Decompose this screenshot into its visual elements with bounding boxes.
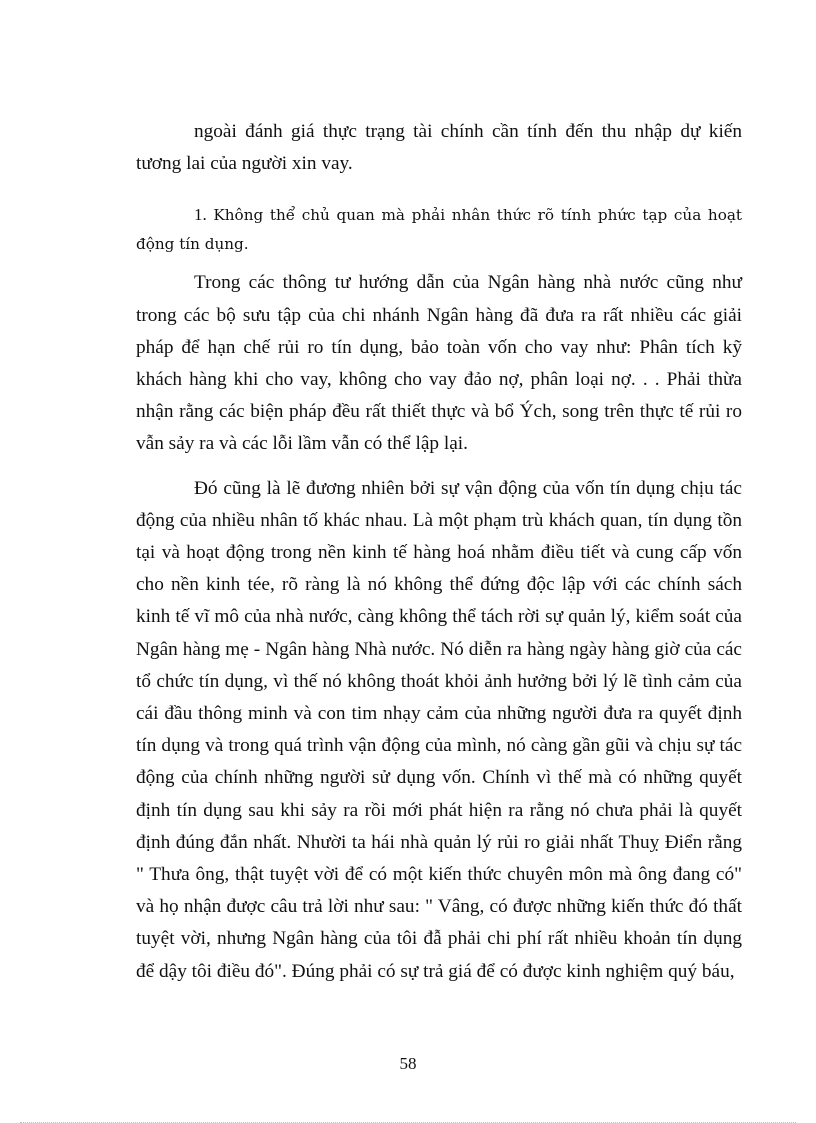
section-heading-number: 1. [194, 205, 207, 225]
page-body [136, 116, 742, 988]
paragraph-credit-nature: Đó cũng là lẽ đương nhiên bởi sự vận động của vốn tín dụng chịu tác động của nhiều nhân tố khác nhau. Là một phạm trù khách quan, tín dụng tồn tại và hoạt động trong nền kinh tế hàng hoá nhằm điều tiết và cung cấp vốn cho nền kinh tée, rõ ràng là nó không thể đứng độc lập với các chính sách kinh tế vĩ mô của nhà nước, càng không thể tách rời sự quản lý, kiểm soát của Ngân hàng mẹ - Ngân hàng Nhà nước. Nó diễn ra hàng ngày hàng giờ của các tổ chức tín dụng, vì thế nó không thoát khỏi ảnh hưởng bởi lý lẽ tình cảm của cái đầu thông minh và con tim nhạy cảm của những người đưa ra quyết định tín dụng và trong quá trình vận động của mình, nó càng gần gũi và chịu sự tác động của chính những người sử dụng vốn. Chính vì thế mà có những quyết định tín dụng sau khi sảy ra rồi mới phát hiện ra rằng nó chưa phải là quyết định đúng đắn nhất. Nhười ta hái nhà quản lý rủi ro giải nhất Thuỵ Điển rằng " Thưa ông, thật tuyệt vời để có một kiến thức chuyên môn mà ông đang có" và họ nhận được câu trả lời như sau: " Vâng, có được những kiến thức đó thất tuyệt vời, nhưng Ngân hàng của tôi đẫ phải chi phí rất nhiều khoản tín dụng để dậy tôi điều đó". Đúng phải có sự trả giá để có được kinh nghiệm quý báu, [136, 477, 742, 982]
page-number: 58 [399, 1054, 417, 1073]
paragraph-continuation: ngoài đánh giá thực trạng tài chính cần tính đến thu nhập dự kiến tương lai của người xin vay. [136, 121, 742, 175]
section-heading [136, 200, 742, 259]
paragraph-measures: Trong các thông tư hướng dẫn của Ngân hàng nhà nước cũng như trong các bộ sưu tập của chi nhánh Ngân hàng đã đưa ra rất nhiều các giải pháp để hạn chế rủi ro tín dụng, bảo toàn vốn cho vay như: Phân tích kỹ khách hàng khi cho vay, không cho vay đảo nợ, phân loại nợ. . . Phải thừa nhận rằng các biện pháp đều rất thiết thực và bổ Ých, song trên thực tế rủi ro vẫn sảy ra và các lỗi lầm vẫn có thể lập lại. [136, 272, 742, 455]
section-heading-text: Không thể chủ quan mà phải nhân thức rõ tính phức tạp của hoạt động tín dụng. [136, 206, 742, 254]
